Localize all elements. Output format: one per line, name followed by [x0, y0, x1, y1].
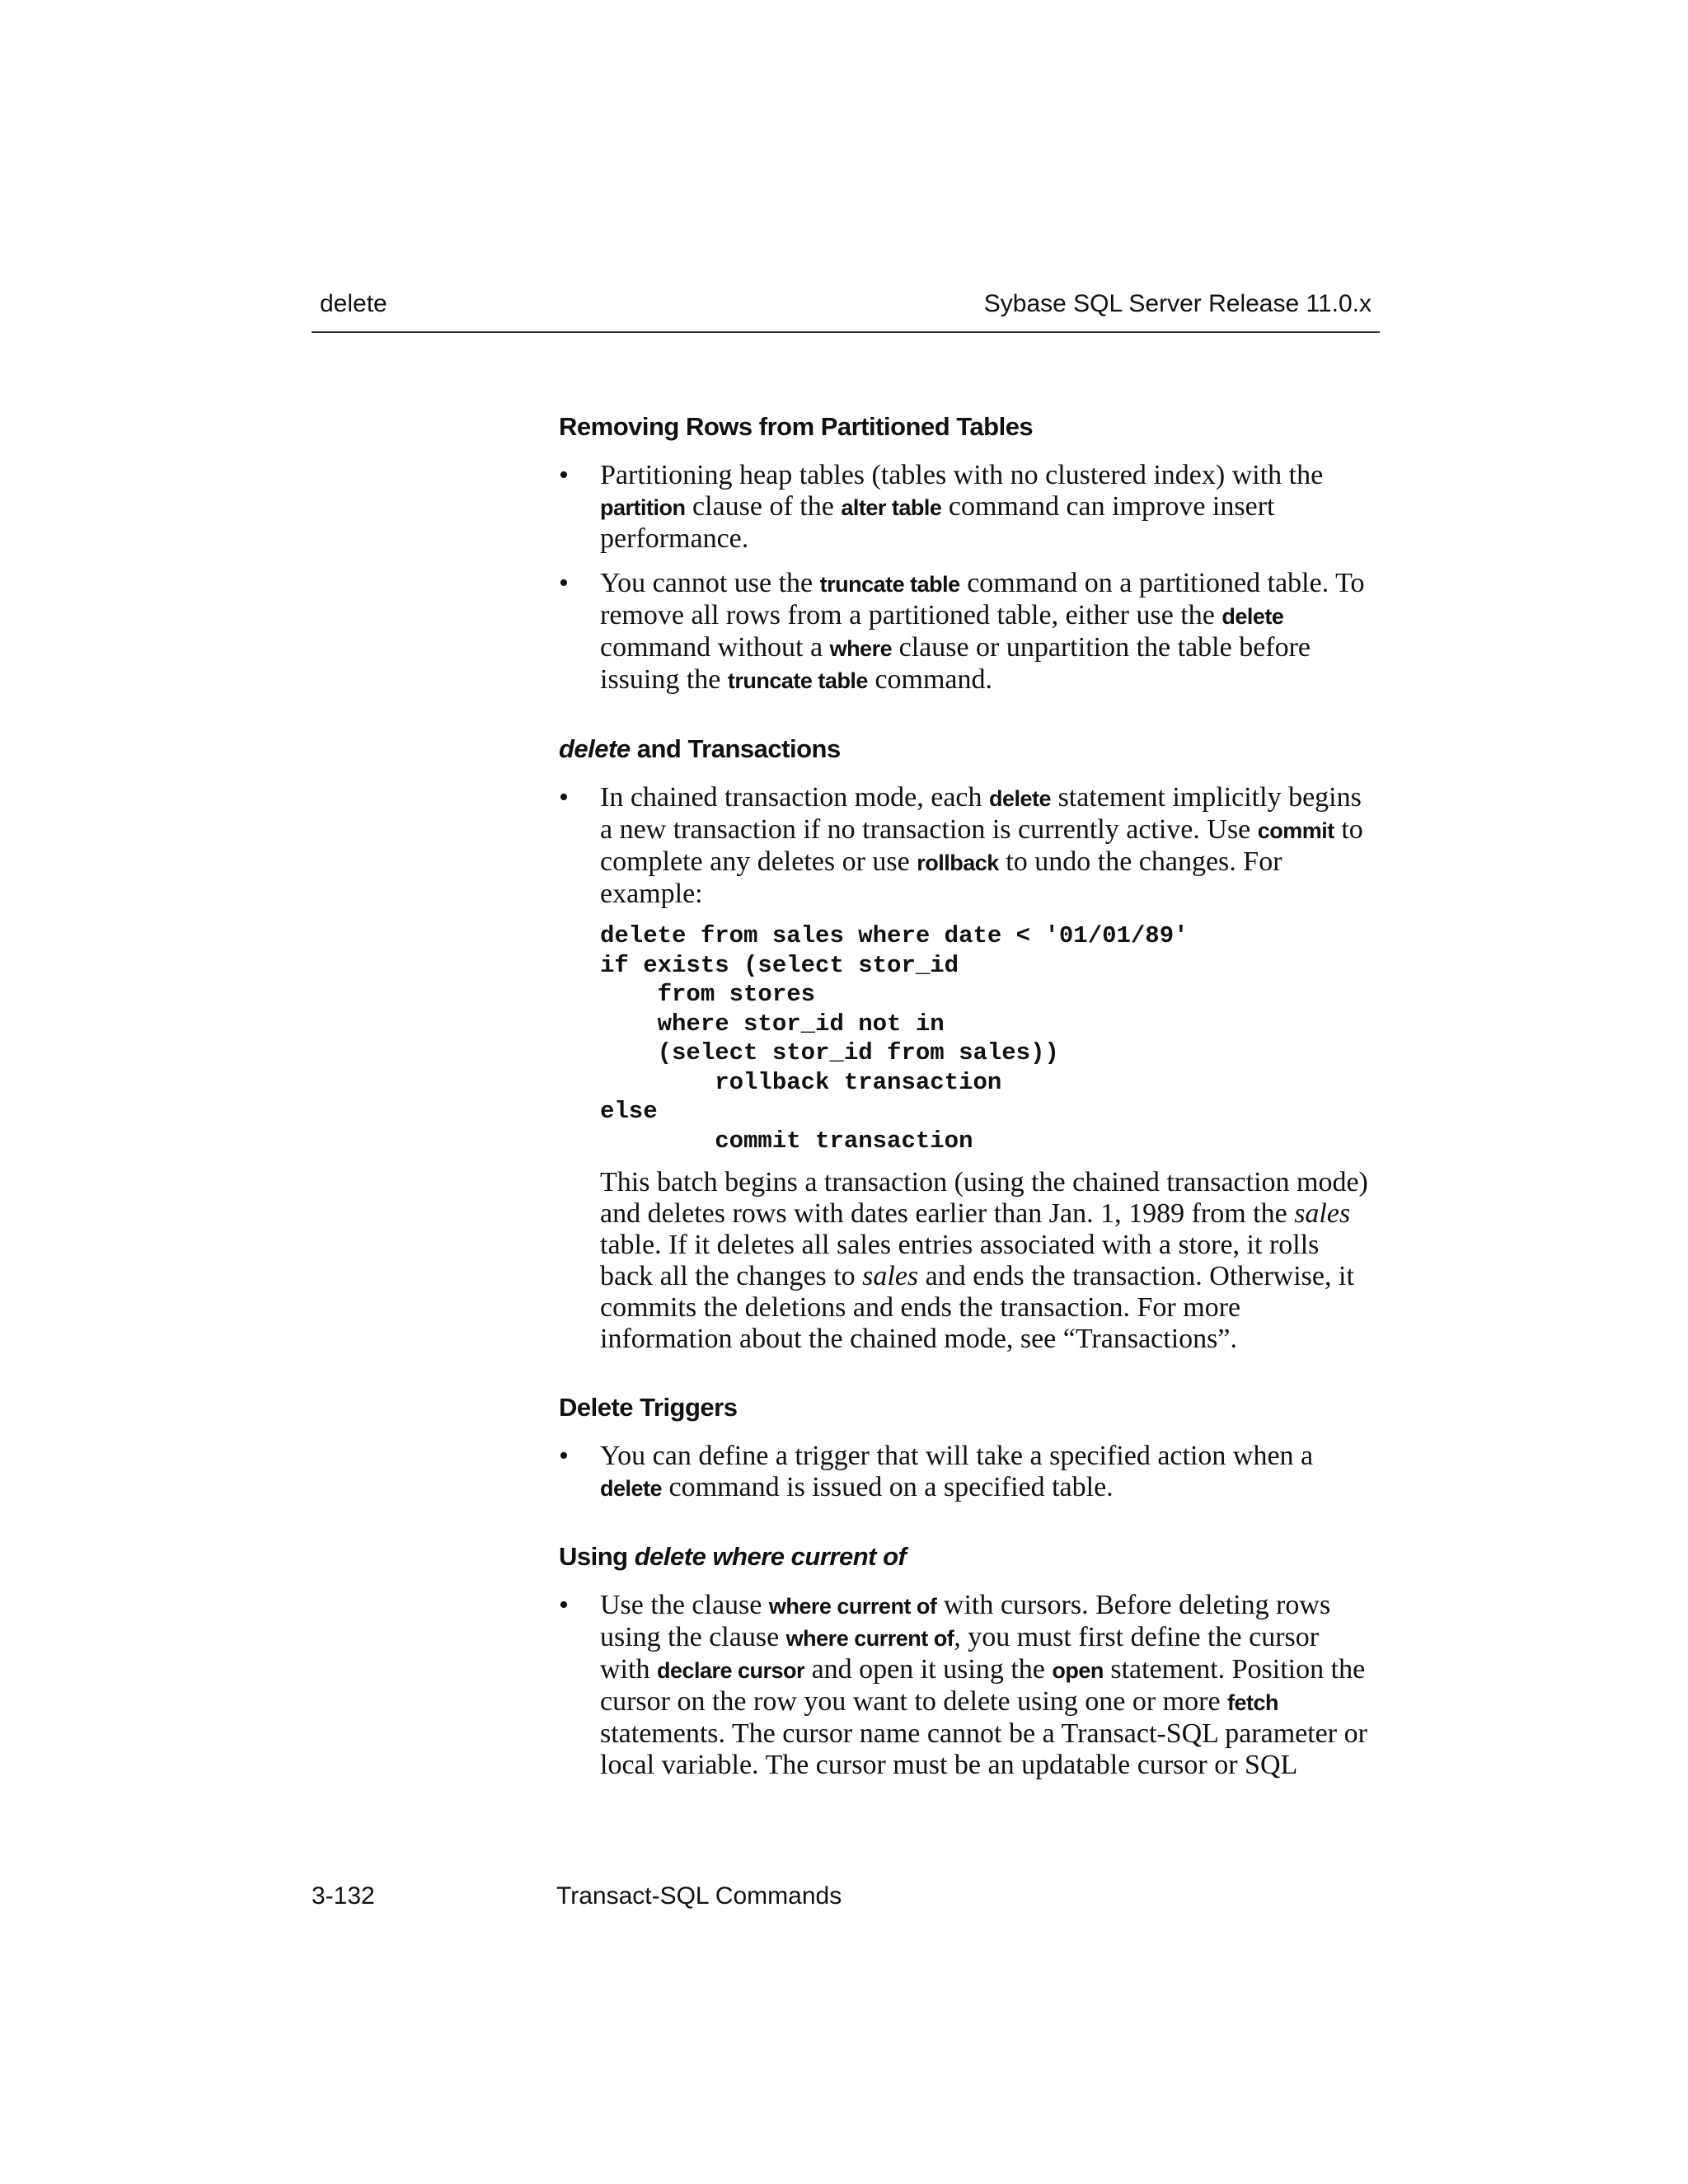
command-keyword: declare cursor	[656, 1658, 805, 1683]
command-keyword: commit	[1257, 818, 1334, 843]
section-heading	[559, 734, 1375, 764]
bullet-icon: •	[559, 1441, 569, 1471]
bullet-icon: •	[559, 1590, 569, 1620]
command-keyword: truncate table	[819, 572, 960, 597]
bullet-list	[559, 1590, 1375, 1781]
section-partitioned-tables	[559, 412, 1375, 696]
text: , you must first define the cursor with	[600, 1622, 1320, 1685]
command-keyword: partition	[600, 495, 686, 520]
text: to undo the changes. For example:	[600, 846, 1282, 909]
text: In chained transaction mode, each	[600, 782, 990, 813]
text: command is issued on a specified table.	[662, 1472, 1114, 1502]
command-keyword: delete	[989, 786, 1052, 811]
text: Partitioning heap tables (tables with no clustered index) with the	[600, 460, 1324, 490]
chapter-title: Transact-SQL Commands	[556, 1882, 842, 1910]
text: Use the clause	[600, 1590, 769, 1620]
bullet-icon: •	[559, 568, 569, 598]
text: statement. Position the cursor on the row you want to delete using one or more	[600, 1654, 1366, 1717]
text: clause of the	[685, 491, 842, 522]
command-keyword: rollback	[917, 851, 999, 875]
table-name: sales	[862, 1261, 919, 1291]
command-keyword: delete	[1221, 604, 1284, 629]
page-number: 3-132	[312, 1882, 375, 1910]
text: statement implicitly begins a new transaction if no transaction is currently active. Use	[600, 782, 1362, 845]
section-heading: Removing Rows from Partitioned Tables	[559, 412, 1034, 441]
header-section-name: delete	[320, 290, 387, 317]
text: command without a	[600, 632, 830, 663]
bullet-icon: •	[559, 460, 569, 490]
explanation-paragraph	[600, 1167, 1375, 1355]
list-item	[559, 782, 1375, 1355]
text: You can define a trigger that will take a specified action when a	[600, 1441, 1314, 1471]
command-keyword: truncate table	[727, 668, 868, 693]
page-body	[559, 412, 1375, 1819]
heading-text: and Transactions	[630, 734, 841, 763]
text: This batch begins a transaction (using the chained transaction mode) and deletes rows with dates earlier than Jan. 1, 1989 from the	[600, 1167, 1368, 1229]
command-keyword: where	[829, 636, 893, 661]
command-keyword: where current of	[785, 1626, 954, 1651]
text: You cannot use the	[600, 568, 820, 598]
list-item	[559, 568, 1375, 696]
section-delete-triggers	[559, 1393, 1375, 1504]
text: clause or unpartition the table before issuing the	[600, 632, 1311, 695]
running-header	[312, 290, 1380, 333]
text: command.	[867, 664, 993, 695]
text: and open it using the	[804, 1654, 1053, 1685]
bullet-list	[559, 1441, 1375, 1504]
command-keyword: where current of	[768, 1594, 937, 1619]
heading-italic: delete where current of	[634, 1542, 907, 1571]
header-product-name: Sybase SQL Server Release 11.0.x	[983, 290, 1372, 317]
section-where-current-of	[559, 1542, 1375, 1781]
text: and ends the transaction. Otherwise, it commits the deletions and ends the transaction. For more information about the chained mode, see “Transactions”.	[600, 1261, 1354, 1354]
section-delete-transactions	[559, 734, 1375, 1355]
command-keyword: fetch	[1227, 1690, 1279, 1715]
text: table. If it deletes all sales entries associated with a store, it rolls back all the changes to	[600, 1230, 1320, 1291]
list-item	[559, 460, 1375, 555]
text: command can improve insert performance.	[600, 491, 1275, 554]
bullet-icon: •	[559, 782, 569, 813]
section-heading	[559, 1542, 1375, 1572]
bullet-list	[559, 782, 1375, 1355]
section-heading: Delete Triggers	[559, 1393, 738, 1422]
command-keyword: alter table	[841, 495, 942, 520]
list-item	[559, 1590, 1375, 1781]
heading-italic: delete	[559, 734, 631, 763]
text: to complete any deletes or use	[600, 814, 1363, 877]
table-name: sales	[1294, 1198, 1351, 1229]
bullet-list	[559, 460, 1375, 696]
code-example: delete from sales where date < '01/01/89' if exists (select stor_id from stores where stor_id not in (select stor_id from sales)) rollback transaction else commit transaction	[600, 922, 1189, 1155]
command-keyword: open	[1052, 1658, 1104, 1683]
text: statements. The cursor name cannot be a Transact-SQL parameter or local variable. The cursor must be an updatable cursor or SQL	[600, 1718, 1367, 1780]
heading-text: Using	[559, 1542, 635, 1571]
text: command on a partitioned table. To remove all rows from a partitioned table, either use the	[600, 568, 1365, 630]
command-keyword: delete	[600, 1476, 663, 1501]
list-item	[559, 1441, 1375, 1504]
text: with cursors. Before deleting rows using the clause	[600, 1590, 1331, 1652]
